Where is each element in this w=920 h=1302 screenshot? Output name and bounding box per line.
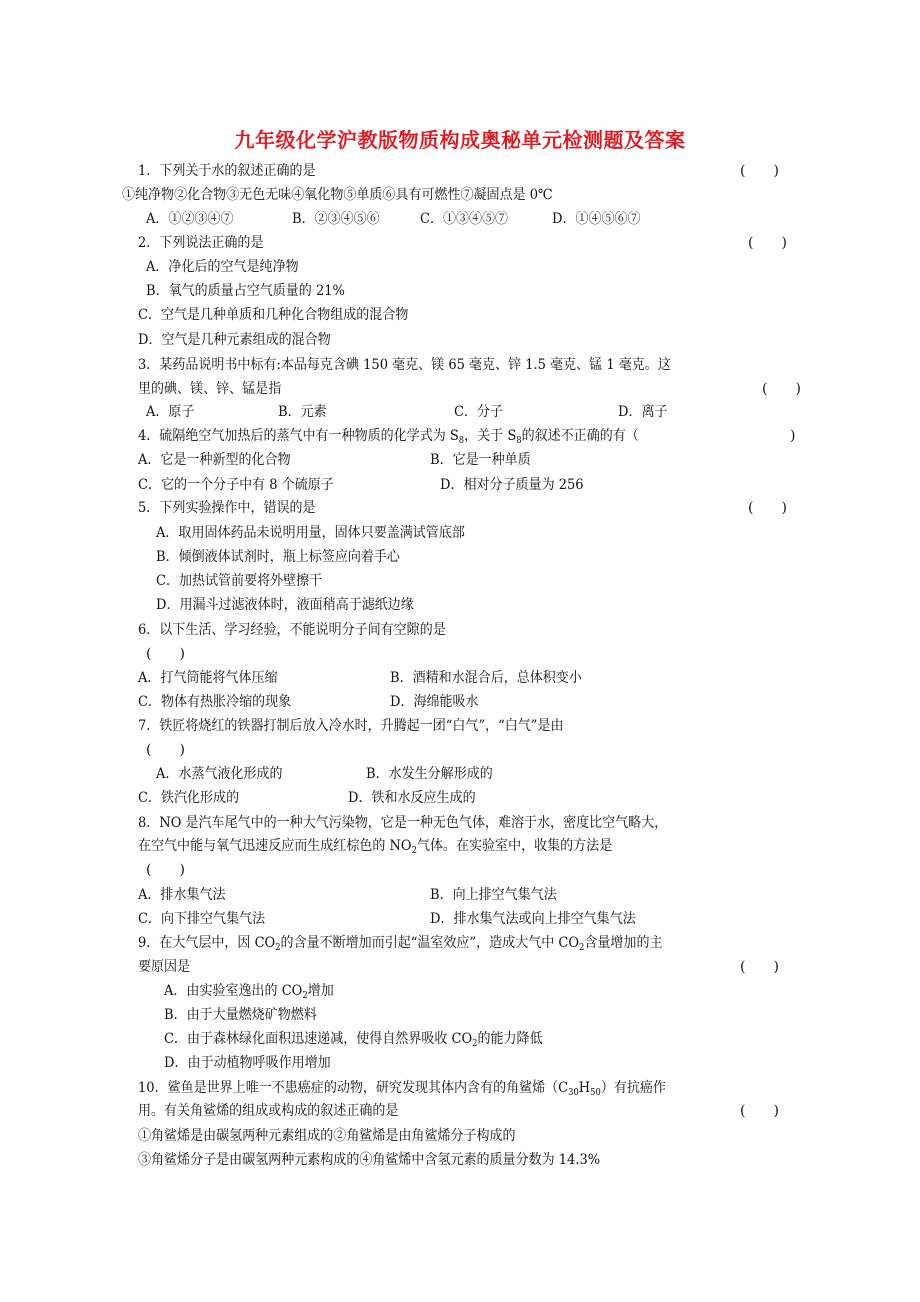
question-stem-line-2: 里的碘、镁、锌、锰是指 <box>138 381 282 397</box>
option-text: 的能力降低 <box>477 1031 543 1047</box>
option-c <box>164 1028 543 1050</box>
option-b: B．氧气的质量占空气质量的 21% <box>146 283 345 299</box>
option-c: C．分子 <box>454 404 504 420</box>
subscript: 8 <box>516 436 522 446</box>
stem-part: 的含量不断增加而引起“温室效应”，造成大气中 CO <box>280 935 580 951</box>
question-stem: 7．铁匠将烧红的铁器打制后放入冷水时，升腾起一团“白气”，“白气”是由 <box>138 718 564 734</box>
option-d: D．由于动植物呼吸作用增加 <box>164 1055 331 1071</box>
question-stem: 2．下列说法正确的是 <box>138 235 264 251</box>
statement-line-1: ①角鲨烯是由碳氢两种元素组成的②角鲨烯是由角鲨烯分子构成的 <box>138 1128 516 1144</box>
option-a: A．①②③④⑦ <box>146 211 234 227</box>
option-d: D．海绵能吸水 <box>390 694 479 710</box>
question-stem-line-1 <box>138 932 662 954</box>
question-stem: 6．以下生活、学习经验，不能说明分子间有空隙的是 <box>138 622 446 638</box>
answer-blank: ( ) <box>146 742 185 758</box>
answer-blank: ( ) <box>748 235 787 251</box>
option-a: A．水蒸气液化形成的 <box>156 766 283 782</box>
option-a: A．打气筒能将气体压缩 <box>138 670 278 686</box>
stem-part: 的叙述不正确的有（ <box>521 428 639 444</box>
answer-blank: ( ) <box>740 163 779 179</box>
stem-part: 在空气中能与氧气迅速反应而生成红棕色的 NO <box>138 838 412 854</box>
stem-part: 10．鲨鱼是世界上唯一不患癌症的动物，研究发现其体内含有的角鲨烯（C <box>138 1080 569 1096</box>
subscript: 30 <box>568 1088 579 1098</box>
stem-part: H <box>578 1080 591 1096</box>
option-b: B．倾倒液体试剂时，瓶上标签应向着手心 <box>156 549 400 565</box>
option-d: D．离子 <box>618 404 668 420</box>
option-c: C．加热试管前要将外壁擦干 <box>156 573 323 589</box>
option-c: C．向下排空气集气法 <box>138 911 266 927</box>
option-d: D．铁和水反应生成的 <box>348 790 476 806</box>
option-a <box>164 980 334 1002</box>
answer-blank: ( ) <box>740 959 779 975</box>
option-b: B．水发生分解形成的 <box>366 766 493 782</box>
question-stem-line-1: 8．NO 是汽车尾气中的一种大气污染物，它是一种无色气体，难溶于水，密度比空气略大， <box>138 815 668 831</box>
option-b: B．它是一种单质 <box>430 452 531 468</box>
subscript: 2 <box>302 991 308 1001</box>
statement-line-2: ③角鲨烯分子是由碳氢两种元素构成的④角鲨烯中含氢元素的质量分数为 14.3% <box>138 1152 601 1168</box>
stem-part: 含量增加的主 <box>584 935 663 951</box>
option-a: A．原子 <box>146 404 195 420</box>
question-stem-line-2: 要原因是 <box>138 959 191 975</box>
option-c: C．物体有热胀冷缩的现象 <box>138 694 292 710</box>
option-b: B．酒精和水混合后，总体积变小 <box>390 670 582 686</box>
option-c: C．①③④⑤⑦ <box>420 211 509 227</box>
option-d: D．相对分子质量为 256 <box>440 477 584 493</box>
option-d: D．用漏斗过滤液体时，液面稍高于滤纸边缘 <box>156 597 414 613</box>
question-stem-line-2: 用。有关角鲨烯的组成或构成的叙述正确的是 <box>138 1103 399 1119</box>
option-text: 增加 <box>307 983 334 999</box>
question-stem-line-2 <box>138 835 612 857</box>
option-c: C．它的一个分子中有 8 个硫原子 <box>138 477 334 493</box>
question-stem-line-1 <box>138 1077 666 1099</box>
option-d: D．①④⑤⑥⑦ <box>552 211 641 227</box>
answer-blank: ( ) <box>748 500 787 516</box>
document-title: 九年级化学沪教版物质构成奥秘单元检测题及答案 <box>234 128 686 152</box>
question-statements: ①纯净物②化合物③无色无味④氧化物⑤单质⑥具有可燃性⑦凝固点是 0℃ <box>122 187 553 203</box>
option-a: A．取用固体药品未说明用量，固体只要盖满试管底部 <box>156 525 465 541</box>
subscript: 2 <box>579 943 585 953</box>
stem-part: 4．硫隔绝空气加热后的蒸气中有一种物质的化学式为 S <box>138 428 459 444</box>
answer-blank: ( ) <box>146 862 185 878</box>
option-b: B．元素 <box>278 404 327 420</box>
subscript: 2 <box>411 846 417 856</box>
question-stem: 5．下列实验操作中，错误的是 <box>138 500 316 516</box>
subscript: 2 <box>275 943 281 953</box>
question-stem: 1．下列关于水的叙述正确的是 <box>138 163 316 179</box>
stem-part: 9．在大气层中，因 CO <box>138 935 276 951</box>
option-b: B．②③④⑤⑥ <box>292 211 380 227</box>
option-a: A．排水集气法 <box>138 887 226 903</box>
option-b: B．向上排空气集气法 <box>430 887 557 903</box>
subscript: 2 <box>472 1039 478 1049</box>
stem-part: ）有抗癌作 <box>600 1080 666 1096</box>
option-text: C．由于森林绿化面积迅速递减，使得自然界吸收 CO <box>164 1031 473 1047</box>
answer-blank-close: ) <box>790 428 796 444</box>
option-a: A．它是一种新型的化合物 <box>138 452 291 468</box>
option-a: A．净化后的空气是纯净物 <box>146 259 299 275</box>
stem-part: ，关于 S <box>464 428 517 444</box>
question-stem <box>138 425 639 447</box>
option-b: B．由于大量燃烧矿物燃料 <box>164 1007 317 1023</box>
question-stem-line-1: 3．某药品说明书中标有:本品每克含碘 150 毫克、镁 65 毫克、锌 1.5 毫克、锰 1 毫克。这 <box>138 357 671 373</box>
answer-blank: ( ) <box>146 646 185 662</box>
option-c: C．空气是几种单质和几种化合物组成的混合物 <box>138 307 409 323</box>
subscript: 8 <box>458 436 465 446</box>
option-c: C．铁汽化形成的 <box>138 790 240 806</box>
answer-blank: ( ) <box>762 381 801 397</box>
answer-blank: ( ) <box>740 1103 779 1119</box>
option-d: D．排水集气法或向上排空气集气法 <box>430 911 636 927</box>
option-text: A．由实验室逸出的 CO <box>164 983 303 999</box>
option-d: D．空气是几种元素组成的混合物 <box>138 332 331 348</box>
subscript: 50 <box>590 1088 601 1098</box>
stem-part: 气体。在实验室中，收集的方法是 <box>416 838 613 854</box>
